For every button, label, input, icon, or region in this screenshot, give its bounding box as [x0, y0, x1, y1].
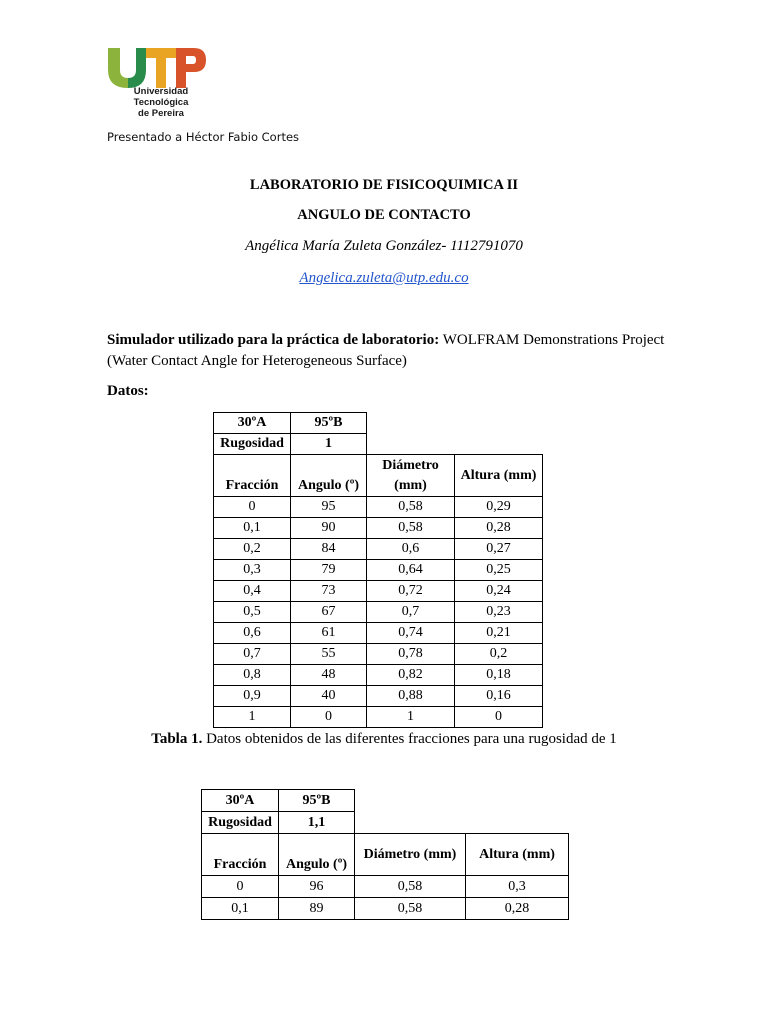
table-row — [214, 623, 543, 644]
table-1-caption — [0, 731, 768, 748]
rugosidad-value: 1,1 — [279, 812, 355, 834]
table-cell: 0,3 — [214, 560, 291, 581]
table-cell: 40 — [291, 686, 367, 707]
column-header: Fracción — [202, 834, 279, 876]
table-cell: 0,27 — [455, 539, 543, 560]
table-cell: 0,72 — [367, 581, 455, 602]
intro-label: Simulador utilizado para la práctica de laboratorio: — [107, 332, 440, 348]
table-cell: 96 — [279, 876, 355, 898]
table-cell: 1 — [214, 707, 291, 728]
table-cell: 0,9 — [214, 686, 291, 707]
table-cell: 67 — [291, 602, 367, 623]
table-cell: 0,1 — [214, 518, 291, 539]
caption-label: Tabla 1. — [151, 731, 203, 747]
table-cell: 1 — [367, 707, 455, 728]
table-row — [214, 602, 543, 623]
table-cell: 0,7 — [367, 602, 455, 623]
table-cell: 0,18 — [455, 665, 543, 686]
caption-text: Datos obtenidos de las diferentes fracciones para una rugosidad de 1 — [202, 731, 617, 747]
table-cell: 0,4 — [214, 581, 291, 602]
table-cell: 0,6 — [214, 623, 291, 644]
author: Angélica María Zuleta González- 1112791070 — [245, 238, 523, 254]
table-cell: 0,28 — [455, 518, 543, 539]
table-cell: 0,1 — [202, 898, 279, 920]
table-cell: 61 — [291, 623, 367, 644]
column-header: Altura (mm) — [455, 455, 543, 497]
document-title: LABORATORIO DE FISICOQUIMICA II — [249, 177, 519, 193]
column-header: Angulo (º) — [279, 834, 355, 876]
table-row — [202, 876, 569, 898]
table-header-a: 30ºA — [214, 413, 291, 434]
table-header-b: 95ºB — [291, 413, 367, 434]
table-cell: 0 — [455, 707, 543, 728]
table-cell: 90 — [291, 518, 367, 539]
table-cell: 0,29 — [455, 497, 543, 518]
table-cell: 0,64 — [367, 560, 455, 581]
table-cell: 0,25 — [455, 560, 543, 581]
table-row — [214, 581, 543, 602]
table-cell: 84 — [291, 539, 367, 560]
column-header: Diámetro (mm) — [355, 834, 466, 876]
table-cell: 0,6 — [367, 539, 455, 560]
table-cell: 0,2 — [455, 644, 543, 665]
table-cell: 89 — [279, 898, 355, 920]
column-header: Fracción — [214, 455, 291, 497]
table-cell: 0,78 — [367, 644, 455, 665]
table-cell: 55 — [291, 644, 367, 665]
table-row — [214, 539, 543, 560]
table-row — [214, 644, 543, 665]
table-cell: 0,24 — [455, 581, 543, 602]
datos-heading: Datos: — [107, 383, 149, 399]
table-cell: 0,28 — [466, 898, 569, 920]
table-cell: 0,88 — [367, 686, 455, 707]
table-cell: 0,23 — [455, 602, 543, 623]
column-header: Diámetro (mm) — [367, 455, 455, 497]
table-row — [214, 707, 543, 728]
table-header-b: 95ºB — [279, 790, 355, 812]
column-header: Angulo (º) — [291, 455, 367, 497]
data-table-1 — [213, 412, 543, 728]
rugosidad-value: 1 — [291, 434, 367, 455]
table-cell: 0,82 — [367, 665, 455, 686]
rugosidad-label: Rugosidad — [202, 812, 279, 834]
logo-caption: Universidad Tecnológica de Pereira — [133, 86, 189, 119]
presented-to: Presentado a Héctor Fabio Cortes — [107, 130, 300, 144]
table-cell: 0,58 — [355, 898, 466, 920]
table-cell: 95 — [291, 497, 367, 518]
table-row — [202, 898, 569, 920]
table-cell: 0,7 — [214, 644, 291, 665]
table-cell: 0 — [214, 497, 291, 518]
table-cell: 0,5 — [214, 602, 291, 623]
table-header-a: 30ºA — [202, 790, 279, 812]
table-row — [214, 560, 543, 581]
data-table-2 — [201, 789, 569, 920]
table-cell: 0 — [291, 707, 367, 728]
table-row — [214, 686, 543, 707]
intro-text: WOLFRAM Demonstrations Project (Water Contact Angle for Heterogeneous Surface) — [107, 332, 665, 369]
table-cell: 0,58 — [355, 876, 466, 898]
author-email-link[interactable]: Angelica.zuleta@utp.edu.co — [299, 270, 469, 286]
table-cell: 0,21 — [455, 623, 543, 644]
table-row — [214, 497, 543, 518]
table-row — [214, 665, 543, 686]
table-cell: 0,16 — [455, 686, 543, 707]
table-cell: 0,3 — [466, 876, 569, 898]
document-subtitle: ANGULO DE CONTACTO — [297, 207, 471, 223]
table-cell: 0 — [202, 876, 279, 898]
table-cell: 0,58 — [367, 518, 455, 539]
intro-paragraph — [107, 330, 667, 372]
table-cell: 0,8 — [214, 665, 291, 686]
table-cell: 0,74 — [367, 623, 455, 644]
table-cell: 79 — [291, 560, 367, 581]
table-row — [214, 518, 543, 539]
table-cell: 48 — [291, 665, 367, 686]
table-cell: 0,58 — [367, 497, 455, 518]
table-cell: 73 — [291, 581, 367, 602]
rugosidad-label: Rugosidad — [214, 434, 291, 455]
column-header: Altura (mm) — [466, 834, 569, 876]
table-cell: 0,2 — [214, 539, 291, 560]
